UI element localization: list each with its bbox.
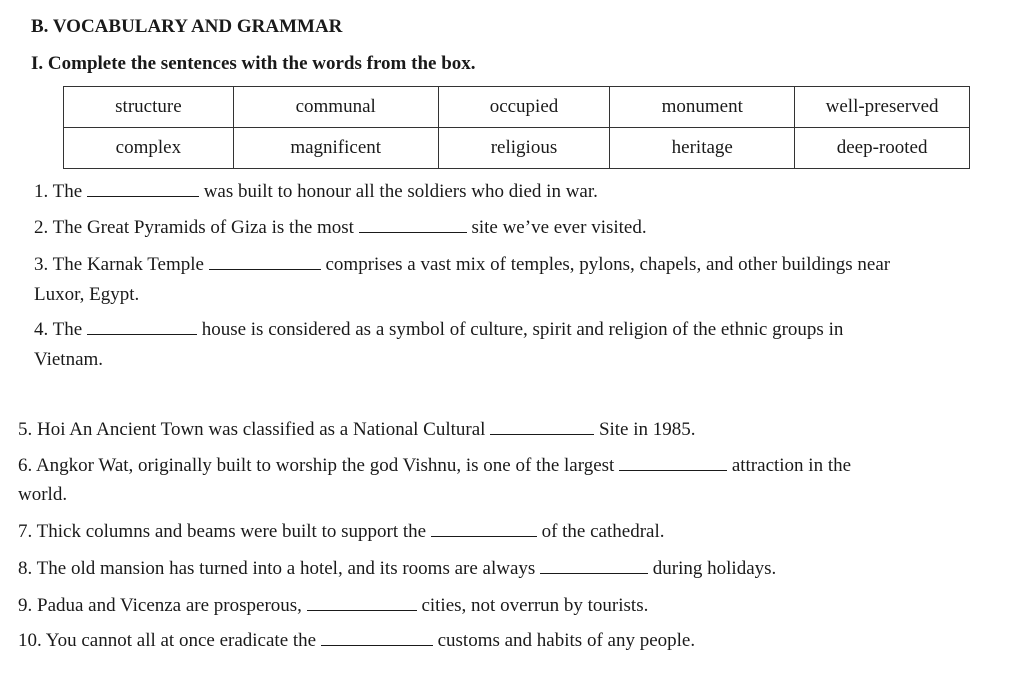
sentence-text: attraction in the xyxy=(727,455,852,476)
sentence-4 xyxy=(34,318,843,341)
sentence-text: 3. The Karnak Temple xyxy=(34,254,209,275)
sentence-text: 7. Thick columns and beams were built to support the xyxy=(18,521,431,542)
word-cell: heritage xyxy=(610,128,795,169)
answer-blank-6[interactable] xyxy=(619,454,727,471)
sentence-2 xyxy=(34,216,647,239)
word-box xyxy=(63,86,970,169)
sentence-9 xyxy=(18,594,648,617)
sentence-7 xyxy=(18,520,664,543)
sentence-3 xyxy=(34,253,890,276)
answer-blank-7[interactable] xyxy=(431,520,537,537)
sentence-5 xyxy=(18,418,696,441)
sentence-text: 5. Hoi An Ancient Town was classified as a National Cultural xyxy=(18,419,491,440)
answer-blank-1[interactable] xyxy=(87,180,199,197)
word-box-row xyxy=(64,87,970,128)
word-cell: monument xyxy=(610,87,795,128)
sentence-text: 1. The xyxy=(34,181,87,202)
sentence-6 xyxy=(18,454,851,477)
sentence-8 xyxy=(18,557,776,580)
sentence-4-continuation: Vietnam. xyxy=(34,349,104,370)
sentence-text: 8. The old mansion has turned into a hotel, and its rooms are always xyxy=(18,558,541,579)
answer-blank-8[interactable] xyxy=(540,557,648,574)
word-cell: structure xyxy=(64,87,234,128)
answer-blank-5[interactable] xyxy=(490,418,594,435)
sentence-text: was built to honour all the soldiers who died in war. xyxy=(198,181,598,202)
word-cell: religious xyxy=(438,128,610,169)
sentence-text: cities, not overrun by tourists. xyxy=(416,595,649,616)
sentence-text: during holidays. xyxy=(648,558,777,579)
sentence-6-continuation: world. xyxy=(18,484,68,505)
word-cell: deep-rooted xyxy=(795,128,970,169)
answer-blank-3[interactable] xyxy=(209,253,321,270)
section-title: B. VOCABULARY AND GRAMMAR xyxy=(31,16,343,37)
task-title: I. Complete the sentences with the words from the box. xyxy=(31,53,476,74)
word-cell: magnificent xyxy=(233,128,438,169)
sentence-text: 9. Padua and Vicenza are prosperous, xyxy=(18,595,307,616)
word-cell: well-preserved xyxy=(795,87,970,128)
sentence-text: customs and habits of any people. xyxy=(432,630,696,651)
answer-blank-9[interactable] xyxy=(307,594,417,611)
answer-blank-4[interactable] xyxy=(87,318,197,335)
answer-blank-2[interactable] xyxy=(359,216,467,233)
sentence-text: Site in 1985. xyxy=(594,419,696,440)
sentence-text: 6. Angkor Wat, originally built to worship the god Vishnu, is one of the largest xyxy=(18,455,620,476)
sentence-text: site we’ve ever visited. xyxy=(466,217,647,238)
answer-blank-10[interactable] xyxy=(321,629,433,646)
sentence-text: 2. The Great Pyramids of Giza is the most xyxy=(34,217,359,238)
word-cell: occupied xyxy=(438,87,610,128)
sentence-10 xyxy=(18,629,695,652)
sentence-3-continuation: Luxor, Egypt. xyxy=(34,284,140,305)
sentence-text: of the cathedral. xyxy=(536,521,665,542)
sentence-text: 4. The xyxy=(34,319,87,340)
sentence-text: comprises a vast mix of temples, pylons, chapels, and other buildings near xyxy=(320,254,891,275)
sentence-1 xyxy=(34,180,598,203)
word-cell: complex xyxy=(64,128,234,169)
word-box-row xyxy=(64,128,970,169)
sentence-text: house is considered as a symbol of culture, spirit and religion of the ethnic groups in xyxy=(196,319,844,340)
sentence-text: 10. You cannot all at once eradicate the xyxy=(18,630,321,651)
word-cell: communal xyxy=(233,87,438,128)
